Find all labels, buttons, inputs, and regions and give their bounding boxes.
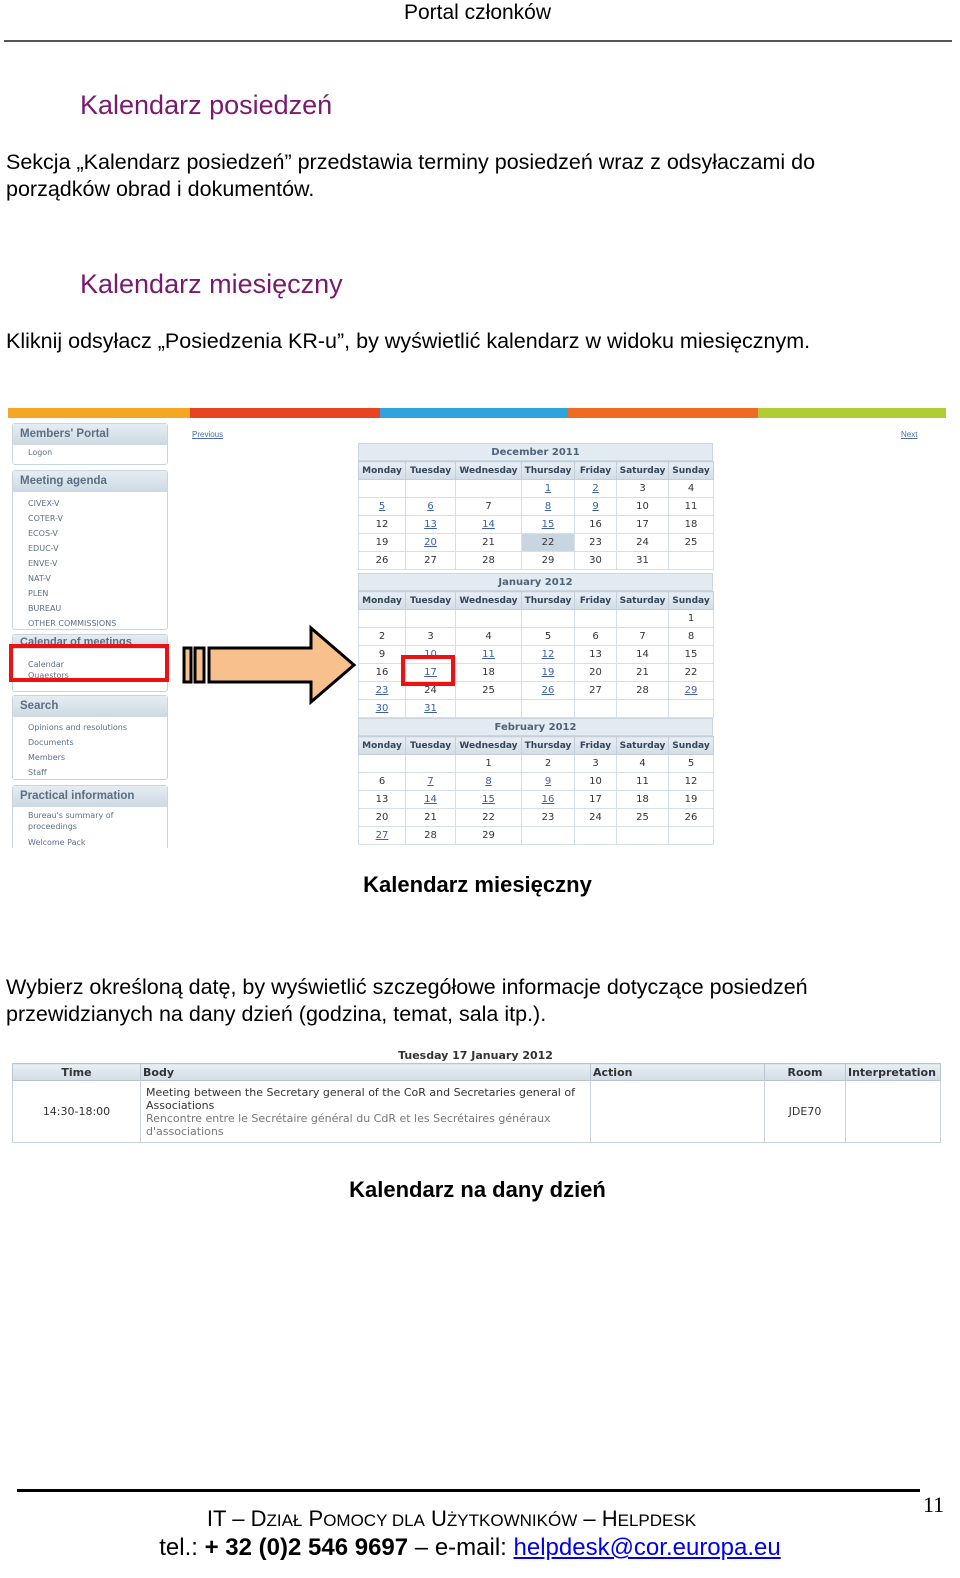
week-row xyxy=(359,552,714,570)
empty-day-cell xyxy=(575,827,617,845)
week-row xyxy=(359,773,714,791)
paragraph-monthly: Kliknij odsyłacz „Posiedzenia KR-u”, by wyświetlić kalendarz w widoku miesięcznym. xyxy=(6,329,811,353)
sidebar-item-nat[interactable]: NAT-V xyxy=(28,574,51,583)
month-grid xyxy=(358,461,714,570)
day-cell: 18 xyxy=(617,791,669,809)
column-header-time: Time xyxy=(13,1064,141,1081)
column-header-room: Room xyxy=(765,1064,846,1081)
color-bar-segment xyxy=(568,408,758,418)
portal-screenshot xyxy=(8,408,946,848)
week-row xyxy=(359,516,714,534)
day-cell: 16 xyxy=(575,516,617,534)
weekday-header: Friday xyxy=(575,592,617,610)
sidebar-item-documents[interactable]: Documents xyxy=(28,738,74,747)
week-row xyxy=(359,534,714,552)
day-cell[interactable]: 14 xyxy=(406,791,456,809)
footer-email-label: – e-mail: xyxy=(414,1534,507,1561)
day-view-table xyxy=(12,1063,941,1143)
footer-word xyxy=(431,1506,577,1531)
day-cell: 5 xyxy=(669,755,714,773)
weekday-header: Sunday xyxy=(669,462,714,480)
weekday-header: Saturday xyxy=(617,737,669,755)
week-row xyxy=(359,791,714,809)
day-cell: 7 xyxy=(456,498,522,516)
weekday-header: Tuesday xyxy=(406,737,456,755)
day-cell: 12 xyxy=(669,773,714,791)
day-cell[interactable]: 2 xyxy=(575,480,617,498)
day-cell: 6 xyxy=(359,773,406,791)
month-grid xyxy=(358,736,714,845)
sidebar-heading: Calendar of meetings xyxy=(13,635,167,649)
week-row xyxy=(359,755,714,773)
arrow-right-icon xyxy=(182,624,358,706)
day-cell[interactable]: 12 xyxy=(522,646,575,664)
day-cell: 19 xyxy=(359,534,406,552)
day-cell: 3 xyxy=(575,755,617,773)
day-cell: 16 xyxy=(359,664,406,682)
day-cell: 25 xyxy=(669,534,714,552)
footer-contact xyxy=(0,1534,940,1562)
day-cell: 24 xyxy=(406,682,456,700)
day-cell[interactable]: 6 xyxy=(406,498,456,516)
weekday-header: Friday xyxy=(575,462,617,480)
sidebar-item-members[interactable]: Members xyxy=(28,753,66,762)
empty-day-cell xyxy=(359,755,406,773)
day-cell: 1 xyxy=(669,610,714,628)
empty-day-cell xyxy=(522,700,575,718)
weekday-header: Saturday xyxy=(617,592,669,610)
footer-cap: U xyxy=(431,1506,447,1531)
empty-day-cell xyxy=(456,480,522,498)
color-bar-segment xyxy=(8,408,190,418)
empty-day-cell xyxy=(359,480,406,498)
day-cell: 8 xyxy=(669,628,714,646)
color-bar-segment xyxy=(380,408,568,418)
paragraph-select-date-line2: przewidzianych na dany dzień (godzina, temat, sala itp.). xyxy=(6,1002,547,1026)
weekday-header: Thursday xyxy=(522,592,575,610)
footer-department xyxy=(0,1506,903,1532)
day-cell: 22 xyxy=(522,534,575,552)
color-bar-segment xyxy=(758,408,946,418)
cell-action xyxy=(591,1081,765,1143)
empty-day-cell xyxy=(575,700,617,718)
empty-day-cell xyxy=(522,827,575,845)
day-cell: 20 xyxy=(359,809,406,827)
day-cell: 29 xyxy=(456,827,522,845)
month-title: January 2012 xyxy=(358,573,713,591)
week-row xyxy=(359,700,714,718)
weekday-header: Friday xyxy=(575,737,617,755)
day-cell[interactable]: 14 xyxy=(456,516,522,534)
footer-smallcaps: ŻYTKOWNIKÓW xyxy=(446,1511,578,1530)
sidebar-item-civex[interactable]: CIVEX-V xyxy=(28,499,60,508)
footer-tel-label: tel.: xyxy=(159,1534,198,1561)
month-title: December 2011 xyxy=(358,443,713,461)
day-cell: 24 xyxy=(575,809,617,827)
day-cell: 26 xyxy=(669,809,714,827)
day-cell: 12 xyxy=(359,516,406,534)
day-cell[interactable]: 10 xyxy=(406,646,456,664)
body-text-en: Meeting between the Secretary general of the CoR and Secretaries general of Associations xyxy=(146,1085,575,1112)
empty-day-cell xyxy=(669,827,714,845)
day-cell[interactable]: 8 xyxy=(522,498,575,516)
day-cell: 17 xyxy=(617,516,669,534)
weekday-header: Saturday xyxy=(617,462,669,480)
day-cell: 25 xyxy=(456,682,522,700)
day-cell[interactable]: 29 xyxy=(669,682,714,700)
day-cell: 21 xyxy=(456,534,522,552)
empty-day-cell xyxy=(575,610,617,628)
day-cell: 20 xyxy=(575,664,617,682)
day-cell[interactable]: 23 xyxy=(359,682,406,700)
cell-interpretation xyxy=(846,1081,941,1143)
day-cell: 4 xyxy=(617,755,669,773)
weekday-header: Wednesday xyxy=(456,737,522,755)
footer-dash: – xyxy=(232,1506,245,1531)
footer-cap: H xyxy=(601,1506,618,1531)
day-cell[interactable]: 26 xyxy=(522,682,575,700)
body-text-fr: Rencontre entre le Secrétaire général du CdR et les Secrétaires généraux d'associations xyxy=(146,1111,551,1138)
day-view-screenshot xyxy=(8,1047,943,1147)
day-cell[interactable]: 5 xyxy=(359,498,406,516)
day-cell: 19 xyxy=(669,791,714,809)
day-cell: 24 xyxy=(617,534,669,552)
day-cell: 3 xyxy=(617,480,669,498)
day-cell: 11 xyxy=(617,773,669,791)
footer-rule xyxy=(17,1489,920,1492)
sidebar-item-enve[interactable]: ENVE-V xyxy=(28,559,58,568)
empty-day-cell xyxy=(456,700,522,718)
footer-smallcaps: ELPDESK xyxy=(617,1511,697,1530)
sidebar-item-bureau-summary[interactable]: Bureau's summary of xyxy=(28,811,114,820)
day-cell: 18 xyxy=(456,664,522,682)
highlight-calendar-link xyxy=(9,644,169,682)
table-row[interactable] xyxy=(13,1081,941,1143)
sidebar-heading: Meeting agenda xyxy=(13,471,167,492)
caption-daily: Kalendarz na dany dzień xyxy=(349,1177,606,1202)
previous-link[interactable]: Previous xyxy=(192,430,224,439)
week-row xyxy=(359,809,714,827)
empty-day-cell xyxy=(406,610,456,628)
day-cell[interactable]: 19 xyxy=(522,664,575,682)
cell-body xyxy=(141,1081,591,1143)
sidebar-heading: Search xyxy=(13,696,167,717)
column-header-body: Body xyxy=(141,1064,591,1081)
day-cell[interactable]: 11 xyxy=(456,646,522,664)
weekday-header: Sunday xyxy=(669,737,714,755)
weekday-header: Tuesday xyxy=(406,592,456,610)
empty-day-cell xyxy=(406,480,456,498)
sidebar-item-plen[interactable]: PLEN xyxy=(28,589,49,598)
weekday-header: Wednesday xyxy=(456,592,522,610)
day-cell: 17 xyxy=(575,791,617,809)
sidebar-item-bureau[interactable]: BUREAU xyxy=(28,604,62,613)
footer-word xyxy=(602,1506,696,1531)
empty-day-cell xyxy=(617,610,669,628)
day-cell: 13 xyxy=(575,646,617,664)
day-cell: 27 xyxy=(575,682,617,700)
sidebar-item-opinions[interactable]: Opinions and resolutions xyxy=(28,723,128,732)
caption-monthly: Kalendarz miesięczny xyxy=(363,872,592,897)
footer-email-link[interactable]: helpdesk@cor.europa.eu xyxy=(513,1534,781,1561)
day-cell[interactable]: 27 xyxy=(359,827,406,845)
day-cell[interactable]: 20 xyxy=(406,534,456,552)
day-cell[interactable]: 8 xyxy=(456,773,522,791)
weekday-header: Sunday xyxy=(669,592,714,610)
empty-day-cell xyxy=(669,700,714,718)
week-row xyxy=(359,498,714,516)
day-cell: 14 xyxy=(617,646,669,664)
day-cell: 25 xyxy=(617,809,669,827)
weekday-header-row xyxy=(359,737,714,755)
day-cell: 28 xyxy=(406,827,456,845)
day-cell: 28 xyxy=(617,682,669,700)
day-cell: 2 xyxy=(359,628,406,646)
day-cell[interactable]: 13 xyxy=(406,516,456,534)
weekday-header: Wednesday xyxy=(456,462,522,480)
day-cell[interactable]: 15 xyxy=(522,516,575,534)
header-rule xyxy=(4,40,952,42)
footer-smallcaps: OMOCY DLA xyxy=(323,1511,425,1530)
day-cell: 10 xyxy=(575,773,617,791)
paragraph-intro-line1: Sekcja „Kalendarz posiedzeń” przedstawia terminy posiedzeń wraz z odsyłaczami do xyxy=(6,150,816,174)
day-cell[interactable]: 1 xyxy=(522,480,575,498)
day-cell: 13 xyxy=(359,791,406,809)
day-cell: 23 xyxy=(522,809,575,827)
empty-day-cell xyxy=(522,610,575,628)
footer-it: IT xyxy=(206,1506,227,1531)
day-cell: 29 xyxy=(522,552,575,570)
week-row xyxy=(359,610,714,628)
day-cell[interactable]: 15 xyxy=(456,791,522,809)
day-cell: 11 xyxy=(669,498,714,516)
month-title: February 2012 xyxy=(358,718,713,736)
footer-word xyxy=(309,1506,425,1531)
sidebar-item-quaestors[interactable]: Quaestors xyxy=(28,672,69,680)
sidebar-item-coter[interactable]: COTER-V xyxy=(28,514,63,523)
day-cell: 21 xyxy=(617,664,669,682)
day-cell: 23 xyxy=(575,534,617,552)
day-cell: 1 xyxy=(456,755,522,773)
week-row xyxy=(359,628,714,646)
day-view-title: Tuesday 17 January 2012 xyxy=(398,1049,553,1062)
sidebar-item-logon[interactable]: Logon xyxy=(28,448,53,457)
day-cell: 22 xyxy=(456,809,522,827)
column-header-interpretation: Interpretation xyxy=(846,1064,941,1081)
sidebar-item-other-commissions[interactable]: OTHER COMMISSIONS xyxy=(28,619,117,628)
footer-word xyxy=(251,1506,303,1531)
sidebar-heading: Practical information xyxy=(13,786,167,807)
sidebar-item-staff[interactable]: Staff xyxy=(28,768,47,777)
footer-smallcaps: ZIAŁ xyxy=(266,1511,303,1530)
day-cell: 21 xyxy=(406,809,456,827)
day-cell: 26 xyxy=(359,552,406,570)
day-cell: 27 xyxy=(406,552,456,570)
day-cell: 2 xyxy=(522,755,575,773)
week-row xyxy=(359,827,714,845)
month-calendar-january xyxy=(358,573,713,718)
day-cell: 10 xyxy=(617,498,669,516)
cell-time: 14:30-18:00 xyxy=(13,1081,141,1143)
column-header-action: Action xyxy=(591,1064,765,1081)
day-cell[interactable]: 17 xyxy=(406,664,456,682)
table-header-row xyxy=(13,1064,941,1081)
day-cell[interactable]: 9 xyxy=(522,773,575,791)
weekday-header-row xyxy=(359,462,714,480)
sidebar-search xyxy=(12,695,168,780)
day-cell: 4 xyxy=(456,628,522,646)
footer-cap: P xyxy=(308,1506,324,1531)
weekday-header: Monday xyxy=(359,737,406,755)
empty-day-cell xyxy=(617,827,669,845)
weekday-header: Tuesday xyxy=(406,462,456,480)
day-cell[interactable]: 31 xyxy=(406,700,456,718)
sidebar-members-portal xyxy=(12,423,168,465)
paragraph-select-date-line1: Wybierz określoną datę, by wyświetlić szczegółowe informacje dotyczące posiedzeń xyxy=(6,975,808,999)
next-link[interactable]: Next xyxy=(901,430,918,439)
footer-tel: + 32 (0)2 546 9697 xyxy=(204,1534,409,1561)
paragraph-intro-line2: porządków obrad i dokumentów. xyxy=(6,177,315,201)
day-cell: 3 xyxy=(406,628,456,646)
sidebar-item-welcome-pack[interactable]: Welcome Pack xyxy=(28,838,86,847)
month-calendar-december xyxy=(358,443,713,570)
header-title: Portal członków xyxy=(403,1,552,24)
day-cell: 5 xyxy=(522,628,575,646)
page-number: 11 xyxy=(923,1492,945,1517)
weekday-header: Thursday xyxy=(522,737,575,755)
sidebar-practical-information xyxy=(12,785,168,848)
sidebar-heading: Members' Portal xyxy=(13,424,167,445)
highlight-selected-date xyxy=(401,655,455,686)
day-cell: 28 xyxy=(456,552,522,570)
day-cell: 18 xyxy=(669,516,714,534)
weekday-header: Thursday xyxy=(522,462,575,480)
empty-day-cell xyxy=(359,610,406,628)
day-cell: 22 xyxy=(669,664,714,682)
heading-meetings-calendar: Kalendarz posiedzeń xyxy=(80,90,333,120)
sidebar-meeting-agenda xyxy=(12,470,168,630)
empty-day-cell xyxy=(617,700,669,718)
sidebar-item-educ[interactable]: EDUC-V xyxy=(28,544,59,553)
empty-day-cell xyxy=(406,755,456,773)
month-calendar-february xyxy=(358,718,713,845)
day-cell[interactable]: 30 xyxy=(359,700,406,718)
sidebar-item-calendar[interactable]: Calendar xyxy=(28,660,64,669)
footer-cap: D xyxy=(250,1506,267,1531)
day-cell[interactable]: 16 xyxy=(522,791,575,809)
sidebar-item-proceedings[interactable]: proceedings xyxy=(28,822,77,831)
footer-dash: – xyxy=(583,1506,596,1531)
day-cell: 7 xyxy=(617,628,669,646)
day-cell: 9 xyxy=(359,646,406,664)
empty-day-cell xyxy=(456,610,522,628)
empty-day-cell xyxy=(669,552,714,570)
day-cell[interactable]: 7 xyxy=(406,773,456,791)
weekday-header: Monday xyxy=(359,592,406,610)
day-cell: 6 xyxy=(575,628,617,646)
day-cell: 31 xyxy=(617,552,669,570)
day-cell: 4 xyxy=(669,480,714,498)
cell-room: JDE70 xyxy=(765,1081,846,1143)
color-bar-segment xyxy=(190,408,380,418)
week-row xyxy=(359,480,714,498)
weekday-header: Monday xyxy=(359,462,406,480)
heading-monthly-calendar: Kalendarz miesięczny xyxy=(80,269,343,299)
day-cell: 30 xyxy=(575,552,617,570)
day-cell: 15 xyxy=(669,646,714,664)
day-cell[interactable]: 9 xyxy=(575,498,617,516)
sidebar-item-ecos[interactable]: ECOS-V xyxy=(28,529,58,538)
weekday-header-row xyxy=(359,592,714,610)
